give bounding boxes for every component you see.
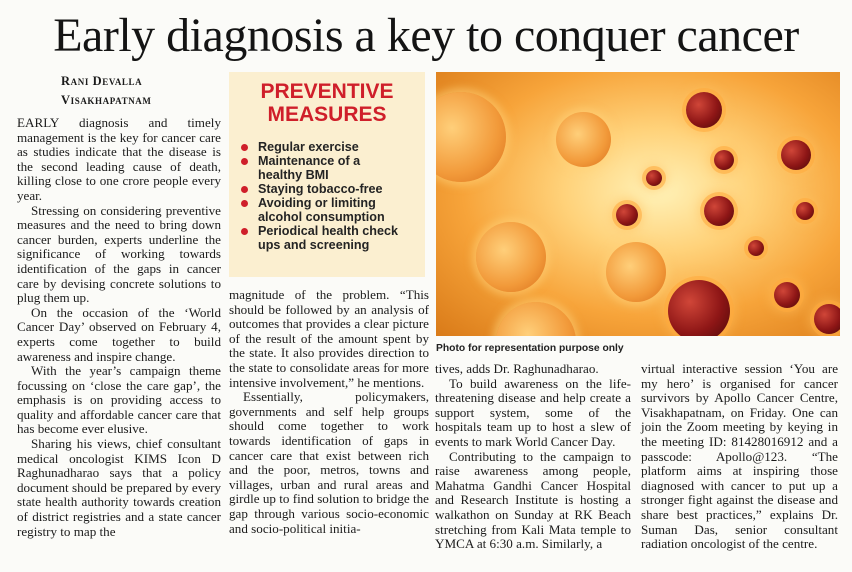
- cell-shape: [616, 204, 638, 226]
- cell-shape: [496, 302, 576, 336]
- bullet-icon: [241, 144, 248, 151]
- box-title-line: MEASURES: [267, 103, 387, 126]
- box-title: [229, 72, 425, 126]
- cell-shape: [814, 304, 840, 334]
- article-column-4: [641, 362, 838, 552]
- article-paragraph: Sharing his views, chief consultant medical oncologist KIMS Icon D Raghunadharao says that a policy document should be prepared by every state health authority towards creation of district registries and a state cancer registry to map the: [17, 436, 221, 539]
- article-paragraph: tives, adds Dr. Raghunadharao.: [435, 361, 599, 376]
- headline: Early diagnosis a key to conquer cancer: [53, 9, 799, 62]
- measure-item: [237, 140, 425, 154]
- cell-shape: [781, 140, 811, 170]
- bullet-icon: [241, 158, 248, 165]
- measure-item: [237, 196, 425, 224]
- byline-author: Rani Devalla: [61, 74, 143, 88]
- article-paragraph: Essentially, policymakers, governments and self help groups should come together to work towards identification of gaps in cancer care that exist between rich and the poor, metros, towns and villages, urban and rural areas and girdle up to find solution to bridge the gap through various socio-economic and socio-political initia-: [229, 389, 429, 536]
- cell-shape: [556, 112, 611, 167]
- measure-item: [237, 224, 425, 252]
- cell-shape: [668, 280, 730, 336]
- cell-shape: [686, 92, 722, 128]
- bullet-icon: [241, 228, 248, 235]
- byline-place: Visakhapatnam: [61, 93, 152, 107]
- article-paragraph: virtual interactive session ‘You are my hero’ is organised for cancer survivors by Apollo Cancer Centre, Visakhapatnam, on Friday. One can join the Zoom meeting by keying in the meeting ID: 81428016912 and a passcode: Apollo@123. “The platform aims at inspiring those diagnosed with cancer to put up a stronger fight against the disease and share best practices,” explains Dr. Suman Das, senior consultant radiation oncologist of the centre.: [641, 361, 838, 552]
- cell-shape: [714, 150, 734, 170]
- measure-item: [237, 182, 425, 196]
- byline: [61, 72, 231, 110]
- cell-shape: [646, 170, 662, 186]
- article-paragraph: On the occasion of the ‘World Cancer Day’ observed on February 4, experts come together to build awareness and inspire change.: [17, 304, 221, 364]
- bullet-icon: [241, 200, 248, 207]
- measure-item: [237, 154, 425, 182]
- article-column-3: [435, 362, 631, 552]
- cell-shape: [796, 202, 814, 220]
- cell-shape: [476, 222, 546, 292]
- measure-text: Staying tobacco-free: [258, 182, 383, 196]
- cell-shape: [606, 242, 666, 302]
- article-paragraph: To build awareness on the life-threatening disease and help create a support system, some of the hospitals team up to host a slew of events to mark World Cancer Day.: [435, 375, 631, 449]
- article-paragraph: EARLY diagnosis and timely management is the key for cancer care as studies indicate that the disease is the second leading cause of death, killing close to one crore people every year.: [17, 115, 221, 203]
- article-paragraph: Stressing on considering preventive measures and the need to bring down cancer burden, experts underline the significance of working towards identification of the gaps in cancer care by devising concrete solutions to plug them up.: [17, 202, 221, 306]
- cell-shape: [774, 282, 800, 308]
- cell-shape: [748, 240, 764, 256]
- preventive-measures-box: [229, 72, 425, 277]
- measure-text: Avoiding or limiting alcohol consumption: [258, 196, 385, 224]
- article-column-2: [229, 288, 429, 536]
- cell-shape: [436, 92, 506, 182]
- measures-list: [229, 140, 425, 252]
- measure-text: Maintenance of a healthy BMI: [258, 154, 361, 182]
- measure-text: Periodical health check ups and screening: [258, 224, 398, 252]
- cancer-cells-photo: [436, 72, 840, 336]
- measure-text: Regular exercise: [258, 140, 359, 154]
- cell-shape: [704, 196, 734, 226]
- bullet-icon: [241, 186, 248, 193]
- photo-caption: Photo for representation purpose only: [436, 343, 624, 354]
- box-title-line: PREVENTIVE: [260, 80, 394, 103]
- article-paragraph: With the year’s campaign theme focussing on ‘close the care gap’, the emphasis is on providing access to quality and affordable cancer care that has become ever elusive.: [17, 363, 221, 437]
- article-column-1: [17, 116, 221, 539]
- article-paragraph: Contributing to the campaign to raise awareness among people, Mahatma Gandhi Cancer Hospital and Research Institute is hosting a walkathon on Sunday at RK Beach stretching from Kali Mata temple to YMCA at 6:30 a.m. Similarly, a: [435, 448, 631, 552]
- article-paragraph: magnitude of the problem. “This should be followed by an analysis of outcomes that provides a clear picture of the result of the amount spent by the state. It also provides direction to the state to consolidate areas for more intensive involvement,” he mentions.: [229, 287, 429, 390]
